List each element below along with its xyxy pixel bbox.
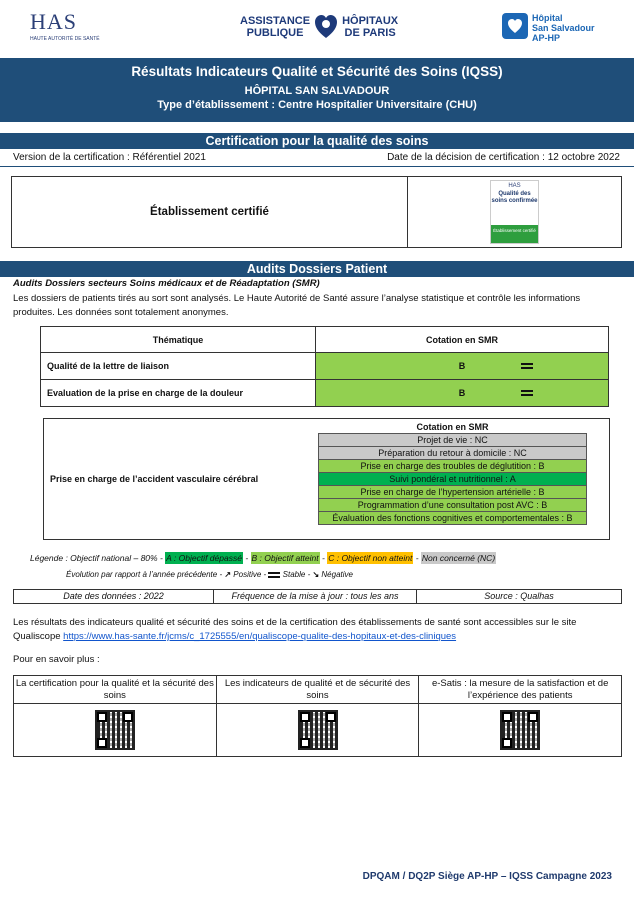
hospital-logo: [502, 13, 595, 43]
hospital-logo-line1: Hôpital: [532, 13, 563, 23]
audits-heading: Audits Dossiers Patient: [0, 261, 634, 277]
avc-label: Prise en charge de l’accident vasculaire cérébral: [50, 474, 259, 484]
certification-badge-cell: [408, 177, 621, 247]
stable-icon: [521, 361, 533, 371]
evolution-legend: [66, 570, 353, 580]
qr-cell: [14, 704, 217, 756]
badge-text: Qualité des soins confirmée: [491, 191, 538, 204]
table-row: [41, 353, 609, 380]
qr-label: e-Satis : la mesure de la satisfaction et de l’expérience des patients: [431, 678, 609, 701]
avc-item: Suivi pondéral et nutritionnel : A: [318, 473, 587, 486]
arrow-down-icon: ↘: [312, 570, 320, 580]
hospital-name: HÔPITAL SAN SALVADOUR: [244, 85, 390, 97]
aphp-logo: [240, 14, 398, 40]
avc-grades: [318, 421, 587, 525]
establishment-type: Type d’établissement : Centre Hospitalier Universitaire (CHU): [157, 99, 477, 111]
hospital-logo-text: [532, 13, 595, 43]
legend-c: C : Objectif non atteint: [328, 553, 413, 563]
qualiscope-link[interactable]: https://www.has-sante.fr/jcms/c_1725555/en/qualiscope-qualite-des-hopitaux-et-des-cliniques: [63, 631, 457, 642]
page-title: Résultats Indicateurs Qualité et Sécurité des Soins (IQSS): [131, 64, 503, 79]
row-theme: Qualité de la lettre de liaison: [41, 353, 316, 380]
qr-code-icon[interactable]: [500, 710, 540, 750]
avc-item: Évaluation des fonctions cognitives et comportementales : B: [318, 512, 587, 525]
avc-item: Prise en charge de l’hypertension artérielle : B: [318, 486, 587, 499]
avc-item: Préparation du retour à domicile : NC: [318, 447, 587, 460]
aphp-logo-right: HÔPITAUX DE PARIS: [342, 15, 399, 39]
legend-sep: -: [415, 553, 419, 563]
audit-table: [40, 326, 609, 407]
evolution-negative: Négative: [321, 570, 353, 580]
data-meta: [13, 589, 622, 604]
certification-box: [11, 176, 622, 248]
legend-b: B : Objectif atteint: [251, 553, 319, 563]
aphp-logo-left: ASSISTANCE PUBLIQUE: [240, 15, 311, 39]
certification-version: Version de la certification : Référentiel 2021: [13, 152, 206, 163]
footer: DPQAM / DQ2P Siège AP-HP – IQSS Campagne 2023: [362, 871, 612, 882]
avc-item: Programmation d’une consultation post AVC : B: [318, 499, 587, 512]
meta-source: Source : Qualhas: [484, 591, 554, 601]
hospital-logo-line2: San Salvadour: [532, 23, 595, 33]
certification-decision-date: Date de la décision de certification : 12 octobre 2022: [387, 152, 620, 163]
aphp-heart-icon: [314, 14, 338, 40]
table-header-theme: Thématique: [41, 327, 316, 353]
qr-code-icon[interactable]: [95, 710, 135, 750]
badge-has: HAS: [508, 183, 521, 189]
legend-sep: -: [245, 553, 249, 563]
avc-item: Prise en charge des troubles de déglutition : B: [318, 460, 587, 473]
avc-table: [43, 418, 610, 540]
qr-cell: [217, 704, 420, 756]
has-logo: [30, 9, 110, 42]
legend-prefix: Légende : Objectif national – 80% -: [30, 553, 163, 563]
badge-green: Établissement certifié: [491, 225, 538, 243]
avc-item: Projet de vie : NC: [318, 433, 587, 447]
has-logo-subtitle: HAUTE AUTORITÉ DE SANTÉ: [30, 36, 100, 42]
more-info: Pour en savoir plus :: [13, 654, 100, 665]
table-header-row: [41, 327, 609, 353]
table-row: [41, 380, 609, 407]
stable-icon: [521, 388, 533, 398]
info-paragraph: [13, 616, 621, 644]
evolution-stable: Stable -: [282, 570, 311, 580]
qr-label: La certification pour la qualité et la sécurité des soins: [14, 676, 217, 703]
certification-status: Établissement certifié: [12, 177, 408, 247]
avc-header: Cotation en SMR: [416, 422, 489, 432]
qr-table: [13, 675, 622, 757]
legend-a: A : Objectif dépassé: [166, 553, 242, 563]
legend-nc: Non concerné (NC): [421, 553, 496, 563]
legend-sep: -: [322, 553, 325, 563]
meta-frequency: Fréquence de la mise à jour : tous les ans: [214, 590, 417, 603]
qr-label: Les indicateurs de qualité et de sécurité des soins: [217, 676, 420, 703]
meta-date: Date des données : 2022: [14, 590, 214, 603]
row-grade-cell: [316, 353, 609, 380]
table-header-grade: Cotation en SMR: [316, 327, 609, 353]
qr-code-icon[interactable]: [298, 710, 338, 750]
stable-icon: [268, 570, 280, 580]
has-logo-mark: HAS: [30, 9, 78, 34]
audits-intro: Les dossiers de patients tirés au sort sont analysés. Le Haute Autorité de Santé assure l’analyse statistique et contrôle les informations produites. Les données sont totalement anonymes.: [13, 293, 581, 318]
evolution-positive: Positive -: [233, 570, 267, 580]
title-banner: [0, 58, 634, 122]
row-theme: Evaluation de la prise en charge de la douleur: [41, 380, 316, 407]
hospital-logo-line3: AP-HP: [532, 33, 561, 43]
row-grade: B: [458, 388, 466, 398]
certification-badge: [490, 180, 539, 244]
qr-cell: [419, 704, 621, 756]
row-grade: B: [458, 361, 466, 371]
evolution-prefix: Évolution par rapport à l’année précédente -: [66, 570, 223, 580]
legend: [30, 553, 496, 563]
arrow-up-icon: ↗: [224, 570, 232, 580]
hospital-logo-icon: [502, 13, 528, 39]
divider: [0, 166, 634, 167]
logo-header: [0, 0, 634, 56]
audits-subtitle: Audits Dossiers secteurs Soins médicaux et de Réadaptation (SMR): [13, 278, 320, 289]
certification-heading: Certification pour la qualité des soins: [0, 133, 634, 149]
row-grade-cell: [316, 380, 609, 407]
info-text: Les résultats des indicateurs qualité et sécurité des soins et de la certification des établissements de santé sont accessibles sur le site Qualiscope: [13, 617, 577, 642]
